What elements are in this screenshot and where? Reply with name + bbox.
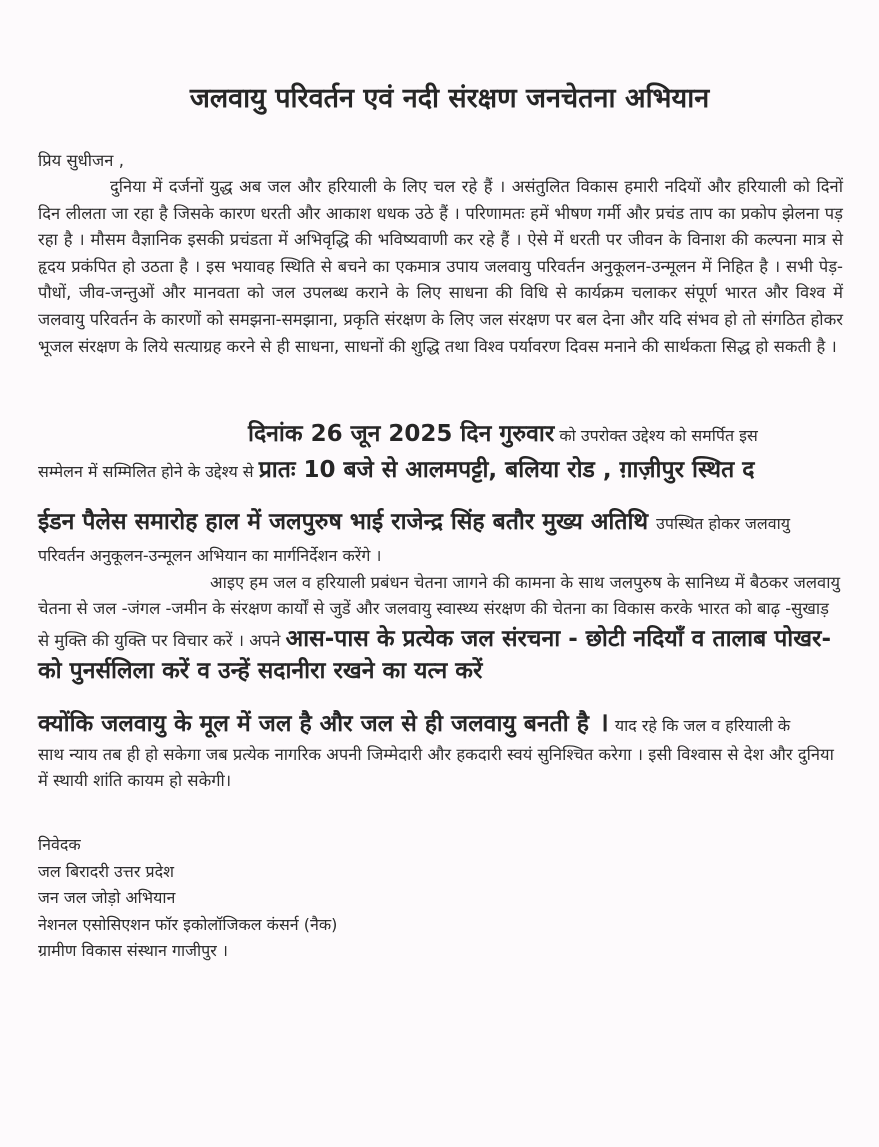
event-date-line	[38, 416, 843, 448]
paragraph-intro-text: दुनिया में दर्जनों युद्ध अब जल और हरियाली के लिए चल रहे हैं । असंतुलित विकास हमारी नदियों और हरियाली को दिनों दिन लीलता जा रहा है जिसके कारण धरती और आकाश धधक उठे हैं । परिणामतः हमें भीषण गर्मी और प्रचंड ताप का प्रकोप झेलना पड़ रहा है । मौसम वैज्ञानिक इसकी प्रचंडता में अभिवृद्धि की भविष्यवाणी कर रहे हैं । ऐसे में धरती पर जीवन के विनाश की कल्पना मात्र से हृदय प्रकंपित हो उठता है । इस भयावह स्थिति से बचने का एकमात्र उपाय जलवायु परिवर्तन अनुकूलन-उन्मूलन में निहित है । सभी पेड़-पौधों, जीव-जन्तुओं और मानवता को जल उपलब्ध कराने के लिए साधना की विधि से कार्यक्रम चलाकर संपूर्ण भारत और विश्व में जलवायु परिवर्तन के कारणों को समझना-समझाना, प्रकृति संरक्षण के लिए जल संरक्षण पर बल देना और यदि संभव हो तो संगठित होकर भूजल संरक्षण के लिये सत्याग्रह करने से ही साधना, साधनों की शुद्धि तथा विश्व पर्यावरण दिवस मनाने की सार्थकता सिद्ध हो सकती है ।	[38, 177, 843, 356]
guest-role-line: परिवर्तन अनुकूलन-उन्मूलन अभियान का मार्गनिर्देशन करेंगे ।	[38, 546, 382, 565]
paragraph-intro	[38, 174, 843, 360]
paragraph-conclusion: साथ न्याय तब ही हो सकेगा जब प्रत्येक नागरिक अपनी जिम्मेदारी और हकदारी स्वयं सुनिश्चित करेगा । इसी विश्वास से देश और दुनिया में स्थायी शांति कायम हो सकेगी।	[38, 745, 834, 791]
signature-org: ग्रामीण विकास संस्थान गाजीपुर ।	[38, 941, 228, 960]
event-venue: प्रातः 10 बजे से आलमपट्टी, बलिया रोड , ग़ाज़ीपुर स्थित द	[258, 457, 755, 483]
signature-block	[38, 832, 337, 965]
chief-guest: ईडन पैलेस समारोह हाल में जलपुरुष भाई राजेन्द्र सिंह बतौर मुख्य अतिथि	[38, 509, 657, 535]
event-venue-line	[38, 452, 843, 484]
paragraph-appeal	[38, 570, 843, 687]
climate-statement-line	[38, 703, 843, 739]
paragraph-appeal-bold: आस-पास के प्रत्येक जल संरचना - छोटी नदियाँ व तालाब पोखर- को पुनर्सलिला करें व उन्हें सदानीरा रखने का यत्न करें	[38, 625, 832, 684]
page-title: जलवायु परिवर्तन एवं नदी संरक्षण जनचेतना अभियान	[189, 83, 710, 114]
climate-statement-rest: याद रहे कि जल व हरियाली के	[614, 716, 791, 735]
salutation: प्रिय सुधीजन ,	[38, 151, 124, 170]
chief-guest-line	[38, 504, 843, 536]
signature-org: जन जल जोड़ो अभियान	[38, 888, 176, 907]
signature-org: जल बिरादरी उत्तर प्रदेश	[38, 861, 174, 881]
climate-statement: क्योंकि जलवायु के मूल में जल है और जल से ही जलवायु बनती है	[38, 711, 589, 737]
chief-guest-rest: उपस्थित होकर जलवायु	[656, 514, 791, 533]
event-date-rest: को उपरोक्त उद्देश्य को समर्पित इस	[554, 426, 758, 445]
signature-label: निवेदक	[38, 835, 81, 854]
danda-mark: ।	[598, 708, 609, 738]
event-date: दिनांक 26 जून 2025 दिन गुरुवार	[248, 421, 555, 447]
signature-org: नेशनल एसोसिएशन फॉर इकोलॉजिकल कंसर्न (नैक)	[38, 914, 338, 934]
event-venue-lead: सम्मेलन में सम्मिलित होने के उद्देश्य से	[38, 462, 259, 481]
paragraph-appeal-text: आइए हम जल व हरियाली प्रबंधन चेतना जागने की कामना के साथ जलपुरुष के सानिध्य में बैठकर जलवायु चेतना से जल -जंगल -जमीन के संरक्षण कार्यों से जुडें और जलवायु स्वास्थ्य संरक्षण की चेतना का विकास करके भारत को बाढ़ -सुखाड़ से मुक्ति की युक्ति पर विचार करें । अपने	[38, 573, 841, 650]
